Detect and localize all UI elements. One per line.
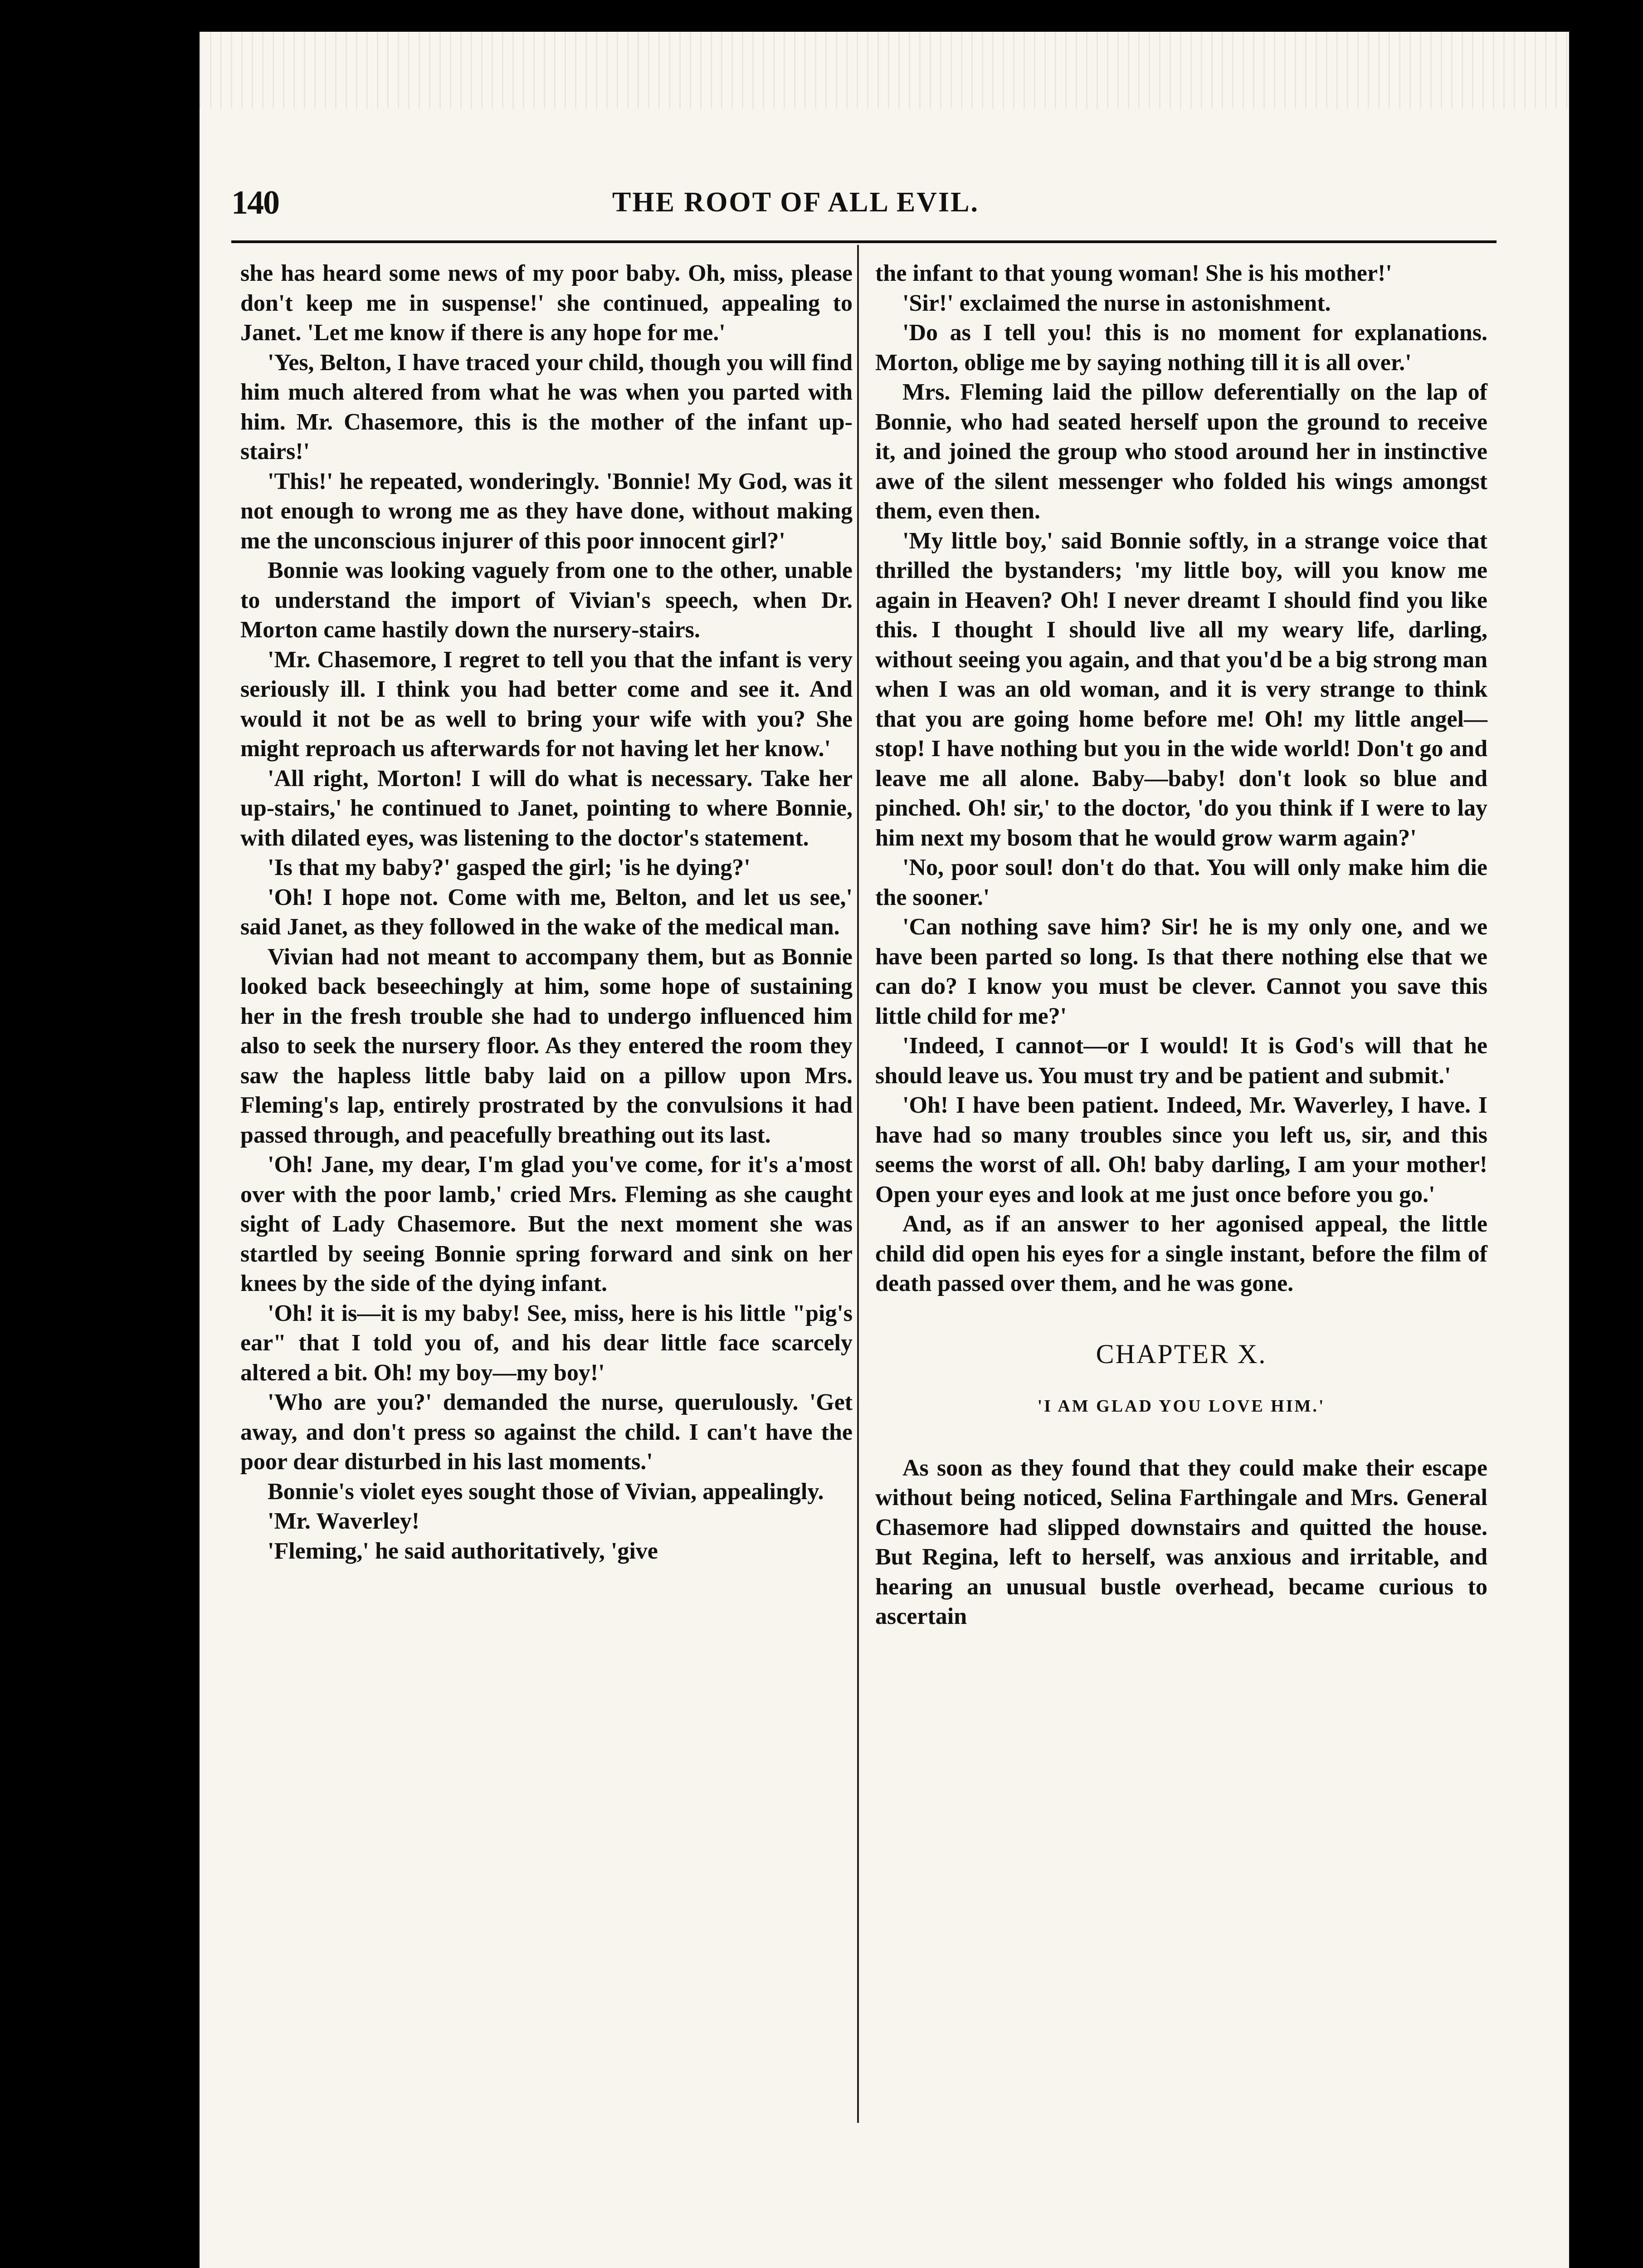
chapter-subtitle: 'I AM GLAD YOU LOVE HIM.' [1037, 1397, 1326, 1416]
paragraph: 'Can nothing save him? Sir! he is my only one, and we have been parted so long. Is that there nothing else that we can do? I know you must be clever. Cannot you save this little child for me?' [875, 914, 1487, 1029]
paragraph: 'My little boy,' said Bonnie softly, in a strange voice that thrilled the bystanders; 'my little boy, will you know me again in Heaven? Oh! I never dreamt I should find you like this. I thought I should live all my weary life, darling, without seeing you again, and that you'd be a big strong man when I was an old woman, and it is very strange to think that you are going home before me! Oh! my little angel—stop! I have nothing but you in the wide world! Don't go and leave me all alone. Baby—baby! don't look so blue and pinched. Oh! sir,' to the doctor, 'do you think if I were to lay him next my bosom that he would grow warm again?' [875, 528, 1487, 851]
paragraph: 'Indeed, I cannot—or I would! It is God's will that he should leave us. You must try and be patient and submit.' [875, 1033, 1487, 1089]
paragraph: she has heard some news of my poor baby. Oh, miss, please don't keep me in suspense!' she continued, appealing to Janet. 'Let me know if there is any hope for me.' [240, 260, 853, 346]
paragraph: 'Sir!' exclaimed the nurse in astonishment. [902, 290, 1331, 316]
paragraph: 'Who are you?' demanded the nurse, querulously. 'Get away, and don't press so against the child. I can't have the poor dear disturbed in his last moments.' [240, 1389, 853, 1475]
paragraph: 'Oh! Jane, my dear, I'm glad you've come, for it's a'most over with the poor lamb,' cried Mrs. Fleming as she caught sight of Lady Chasemore. But the next moment she was startled by seeing Bonnie spring forward and sink on her knees by the side of the dying infant. [240, 1152, 853, 1296]
chapter-heading: CHAPTER X. [1096, 1339, 1267, 1369]
paragraph: 'Oh! I have been patient. Indeed, Mr. Waverley, I have. I have had so many troubles since you left us, sir, and this seems the worst of all. Oh! baby darling, I am your mother! Open your eyes and look at me just once before you go.' [875, 1092, 1487, 1207]
paragraph: 'Mr. Chasemore, I regret to tell you that the infant is very seriously ill. I think you had better come and see it. And would it not be as well to bring your wife with you? She might reproach us afterwards for not having let her know.' [240, 646, 853, 762]
column-divider [857, 245, 859, 2123]
paragraph: the infant to that young woman! She is his mother!' [875, 260, 1392, 286]
paragraph: Mrs. Fleming laid the pillow deferentially on the lap of Bonnie, who had seated herself upon the ground to receive it, and joined the group who stood around her in instinctive awe of the silent messenger who folded his wings amongst them, even then. [875, 379, 1487, 524]
right-column [875, 259, 1487, 1632]
page-number: 140 [231, 184, 279, 221]
paragraph: 'Oh! I hope not. Come with me, Belton, and let us see,' said Janet, as they followed in the wake of the medical man. [240, 884, 853, 940]
paragraph: As soon as they found that they could make their escape without being noticed, Selina Farthingale and Mrs. General Chasemore had slipped downstairs and quitted the house. But Regina, left to herself, was anxious and irritable, and hearing an unusual bustle overhead, became curious to ascertain [875, 1455, 1487, 1629]
book-page [200, 32, 1569, 2268]
paragraph: 'No, poor soul! don't do that. You will only make him die the sooner.' [875, 855, 1487, 910]
paragraph: 'Fleming,' he said authoritatively, 'give [268, 1538, 658, 1564]
paragraph: 'Yes, Belton, I have traced your child, though you will find him much altered from what he was when you parted with him. Mr. Chasemore, this is the mother of the infant up-stairs!' [240, 349, 853, 464]
paragraph: 'All right, Morton! I will do what is necessary. Take her up-stairs,' he continued to Janet, pointing to where Bonnie, with dilated eyes, was listening to the doctor's statement. [240, 765, 853, 851]
paragraph: And, as if an answer to her agonised appeal, the little child did open his eyes for a single instant, before the film of death passed over them, and he was gone. [875, 1211, 1487, 1296]
running-title: THE ROOT OF ALL EVIL. [612, 187, 979, 218]
page-header [231, 184, 1497, 234]
paragraph: Vivian had not meant to accompany them, but as Bonnie looked back beseechingly at him, some hope of sustaining her in the fresh trouble she had to undergo influenced him also to seek the nursery floor. As they entered the room they saw the hapless little baby laid on a pillow upon Mrs. Fleming's lap, entirely prostrated by the convulsions it had passed through, and peacefully breathing out its last. [240, 943, 853, 1148]
paragraph: 'Oh! it is—it is my baby! See, miss, here is his little "pig's ear" that I told you of, and his dear little face scarcely altered a bit. Oh! my boy—my boy!' [240, 1300, 853, 1386]
left-column [240, 259, 853, 1566]
paragraph: 'This!' he repeated, wonderingly. 'Bonnie! My God, was it not enough to wrong me as they have done, without making me the unconscious injurer of this poor innocent girl?' [240, 468, 853, 554]
paragraph: Bonnie was looking vaguely from one to the other, unable to understand the import of Vivian's speech, when Dr. Morton came hastily down the nursery-stairs. [240, 557, 853, 643]
paragraph: 'Is that my baby?' gasped the girl; 'is he dying?' [268, 855, 751, 880]
paragraph: Bonnie's violet eyes sought those of Vivian, appealingly. [268, 1478, 824, 1505]
paragraph: 'Do as I tell you! this is no moment for explanations. Morton, oblige me by saying nothing till it is all over.' [875, 320, 1487, 376]
header-rule [231, 240, 1497, 243]
paragraph: 'Mr. Waverley! [268, 1508, 420, 1534]
page-edge-speckle [200, 32, 1569, 109]
